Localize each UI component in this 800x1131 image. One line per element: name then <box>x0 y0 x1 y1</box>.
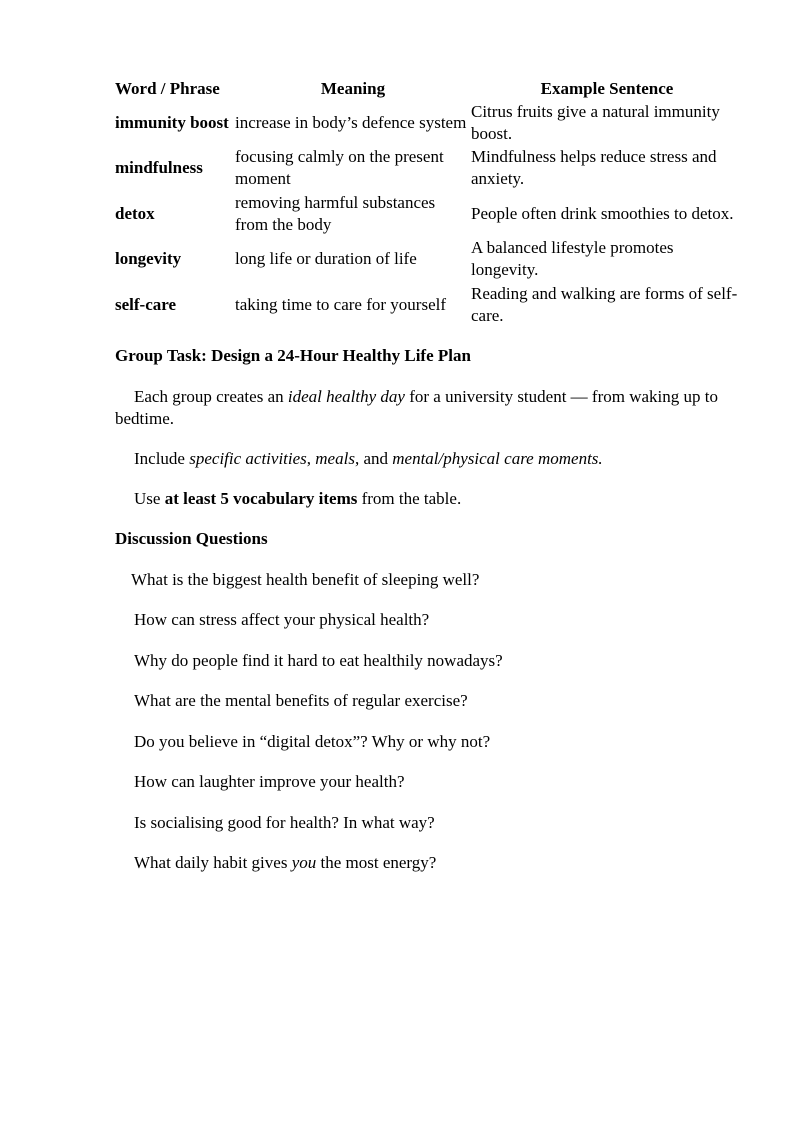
table-row <box>115 191 743 237</box>
emphasis-text: mental/physical care moments. <box>392 449 603 468</box>
group-task-paragraph-2 <box>115 448 743 470</box>
vocab-meaning: focusing calmly on the present moment <box>235 147 444 189</box>
discussion-question: What is the biggest health benefit of sleeping well? <box>131 570 480 589</box>
emphasis-text: ideal healthy day <box>287 387 405 406</box>
column-header-word: Word / Phrase <box>115 78 220 98</box>
vocab-example: People often drink smoothies to detox. <box>471 203 734 223</box>
discussion-question: Do you believe in “digital detox”? Why or why not? <box>134 732 491 751</box>
text-run: Use <box>134 489 165 508</box>
vocab-meaning: increase in body’s defence system <box>235 112 467 132</box>
text-run: Each group creates an <box>134 387 288 406</box>
group-task-heading: Group Task: Design a 24-Hour Healthy Life Plan <box>115 346 471 365</box>
discussion-question: What are the mental benefits of regular exercise? <box>134 691 468 710</box>
text-run: , and <box>354 449 393 468</box>
document-page <box>115 77 745 872</box>
discussion-question <box>134 852 436 874</box>
table-header-row <box>115 77 743 100</box>
table-row <box>115 237 743 283</box>
discussion-question: Is socialising good for health? In what way? <box>134 813 435 832</box>
emphasis-text: specific activities <box>189 449 307 468</box>
vocab-example: Reading and walking are forms of self-care. <box>471 283 738 325</box>
text-run: the most energy? <box>316 853 437 872</box>
table-row <box>115 100 743 146</box>
vocab-word: longevity <box>115 249 182 269</box>
vocab-word: detox <box>115 203 155 223</box>
text-run: , <box>306 449 316 468</box>
discussion-question: How can laughter improve your health? <box>134 772 405 791</box>
vocab-example: Mindfulness helps reduce stress and anxiety. <box>471 147 717 189</box>
discussion-heading: Discussion Questions <box>115 529 268 548</box>
emphasis-text: you <box>291 853 317 872</box>
vocabulary-table <box>115 77 743 328</box>
column-header-example: Example Sentence <box>540 78 674 98</box>
group-task-paragraph-3 <box>115 488 743 510</box>
bold-text: at least 5 vocabulary items <box>164 489 358 508</box>
discussion-question: How can stress affect your physical health? <box>134 610 430 629</box>
emphasis-text: meals <box>315 449 355 468</box>
text-run: for a university student — from waking up to bedtime. <box>115 387 718 428</box>
text-run: from the table. <box>357 489 462 508</box>
vocab-example: Citrus fruits give a natural immunity boost. <box>471 101 720 143</box>
vocab-word: self-care <box>115 294 177 314</box>
vocab-meaning: long life or duration of life <box>235 249 417 269</box>
vocab-example: A balanced lifestyle promotes longevity. <box>471 238 674 280</box>
vocab-meaning: removing harmful substances from the body <box>235 192 436 234</box>
vocab-word: mindfulness <box>115 158 203 178</box>
text-run: What daily habit gives <box>134 853 292 872</box>
table-row <box>115 146 743 192</box>
vocab-word: immunity boost <box>115 112 229 132</box>
table-row <box>115 282 743 328</box>
discussion-question: Why do people find it hard to eat healthily nowadays? <box>134 651 503 670</box>
vocab-meaning: taking time to care for yourself <box>235 294 447 314</box>
group-task-paragraph-1 <box>115 386 743 430</box>
text-run: Include <box>134 449 190 468</box>
column-header-meaning: Meaning <box>320 78 386 98</box>
